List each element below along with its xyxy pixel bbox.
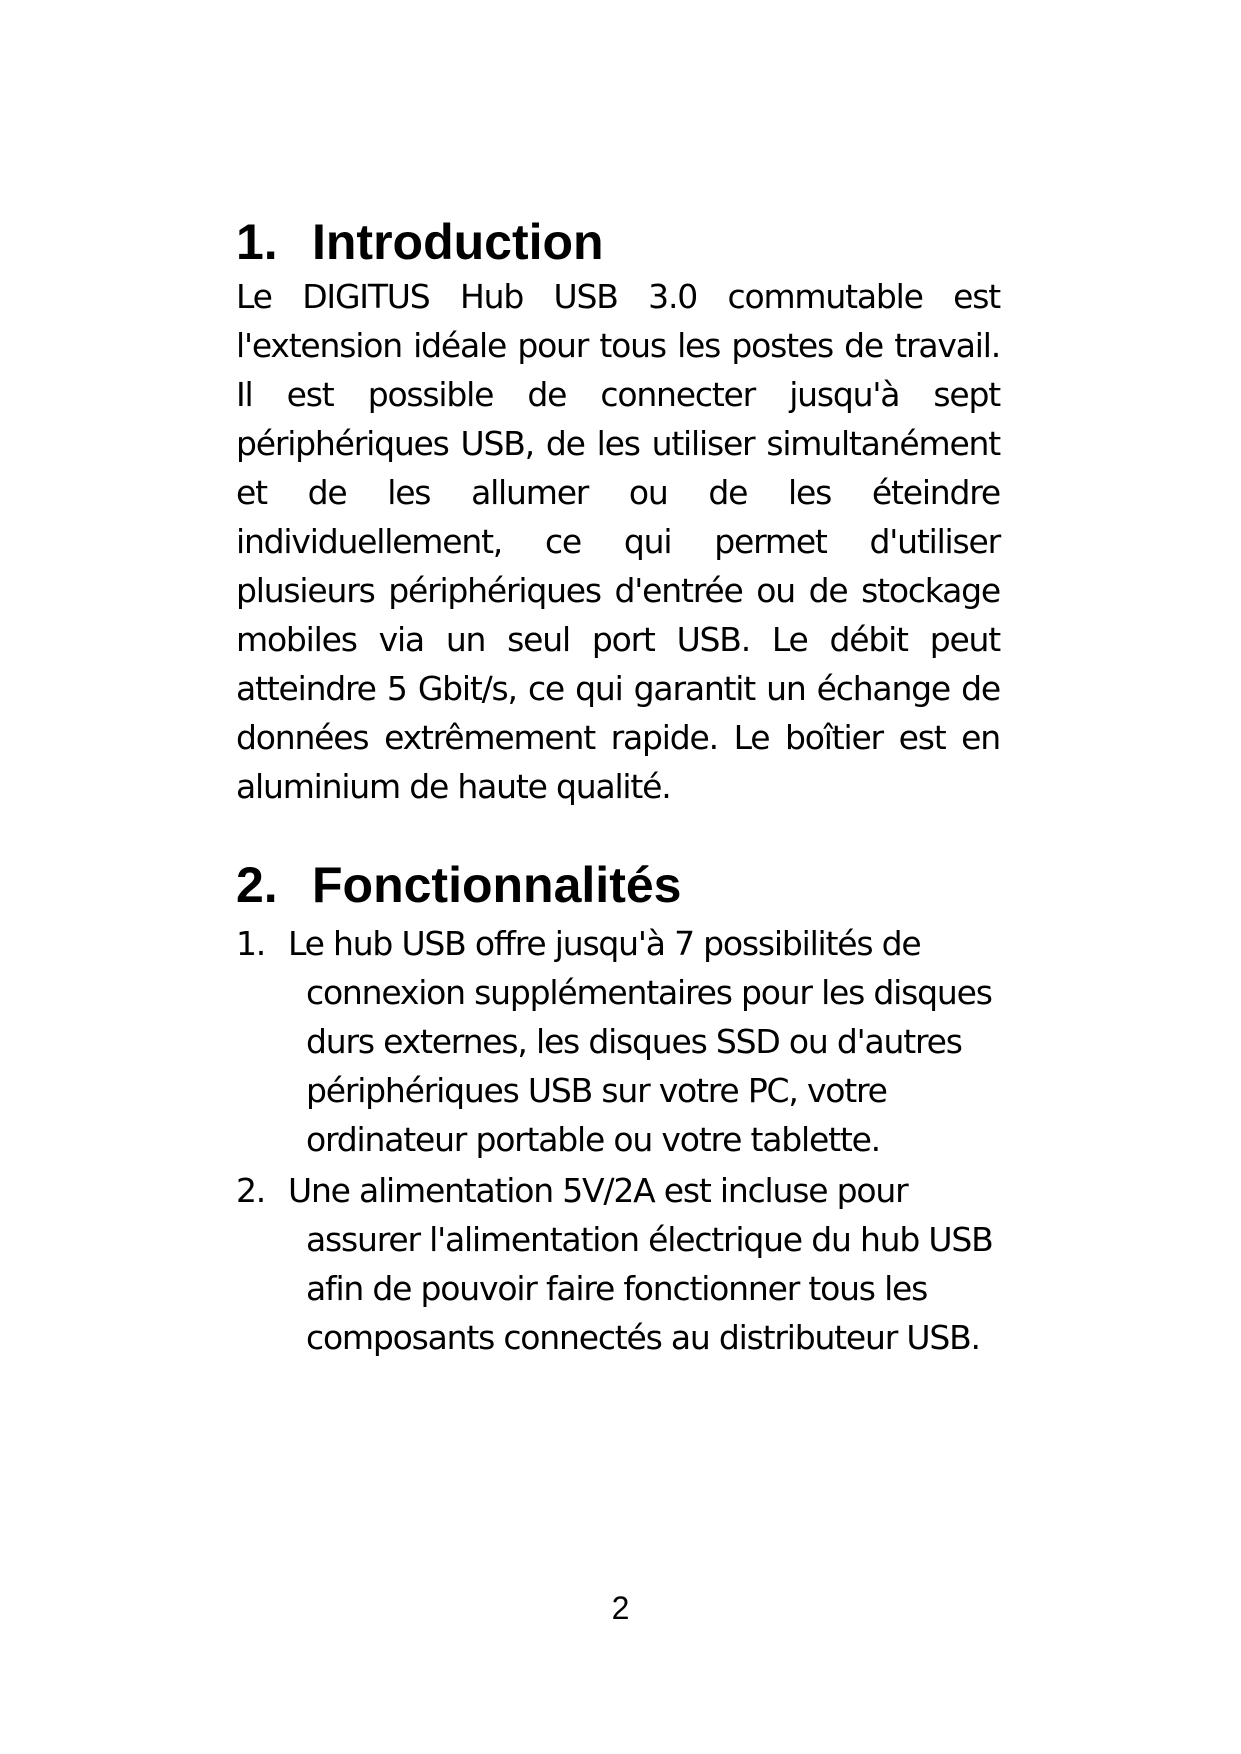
features-heading	[236, 855, 1000, 915]
list-item-marker: 1.	[236, 924, 266, 963]
introduction-heading-title: Introduction	[312, 214, 604, 270]
introduction-paragraph: Le DIGITUS Hub USB 3.0 commutable est l'extension idéale pour tous les postes de travail. Il est possible de connecter jusqu'à sept périphériques USB, de les utiliser simultanément et de les allumer ou de les éteindre individuellement, ce qui permet d'utiliser plusieurs périphériques d'entrée ou de stockage mobiles via un seul port USB. Le débit peut atteindre 5 Gbit/s, ce qui garantit un échange de données extrêmement rapide. Le boîtier est en aluminium de haute qualité.	[236, 277, 1000, 806]
features-list	[236, 919, 1000, 1362]
features-heading-number: 2.	[236, 857, 278, 913]
features-list-item	[236, 919, 1000, 1164]
features-heading-title: Fonctionnalités	[312, 857, 682, 913]
page-number: 2	[611, 1590, 630, 1626]
list-item-marker: 2.	[236, 1171, 266, 1210]
list-item-text: Le hub USB offre jusqu'à 7 possibilités de connexion supplémentaires pour les disques durs externes, les disques SSD ou d'autres périphériques USB sur votre PC, votre ordinateur portable ou votre tablette.	[288, 924, 992, 1159]
introduction-heading-number: 1.	[236, 214, 278, 270]
page-content	[236, 212, 1000, 1364]
list-item-text: Une alimentation 5V/2A est incluse pour assurer l'alimentation électrique du hub USB afin de pouvoir faire fonctionner tous les composants connectés au distributeur USB.	[288, 1171, 993, 1357]
introduction-heading	[236, 212, 1000, 272]
features-list-item	[236, 1166, 1000, 1362]
